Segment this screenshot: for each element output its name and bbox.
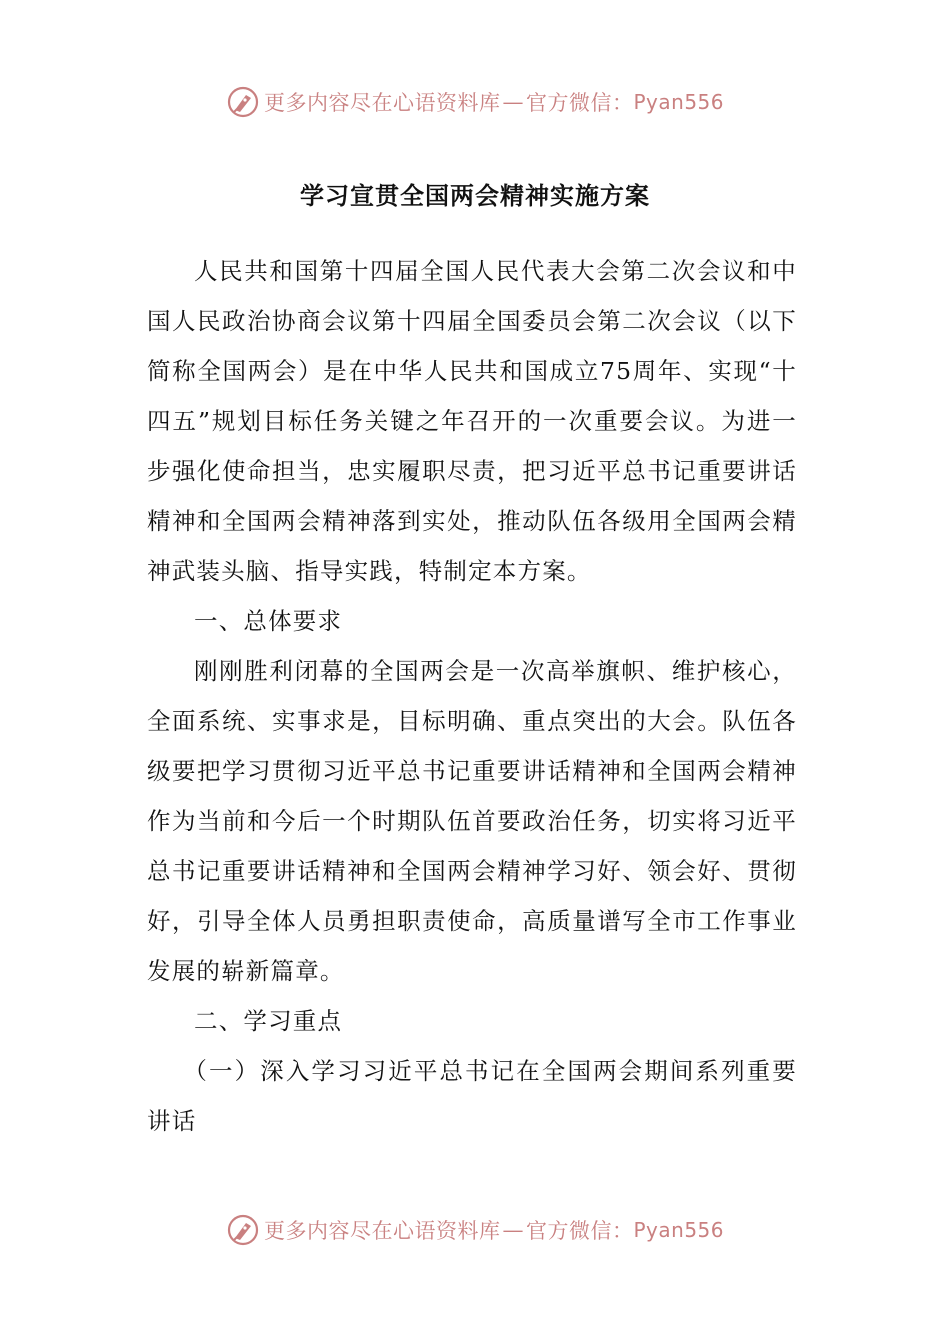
section-heading-overall-requirements: 一、总体要求 [194,607,343,635]
watermark-wechat-id: Pyan556 [633,90,724,114]
watermark-text: 更多内容尽在心语资料库 [263,1219,501,1243]
pen-nib-logo-icon [226,1213,260,1247]
paragraph-intro: 人民共和国第十四届全国人民代表大会第二次会议和中国人民政治协商会议第十四届全国委员会第二次会议（以下简称全国两会）是在中华人民共和国成立75周年、实现“十四五”规划目标任务关键之年召开的一次重要会议。为进一步强化使命担当，忠实履职尽责，把习近平总书记重要讲话精神和全国两会精神落到实处，推动队伍各级用全国两会精神武装头脑、指导实践，特制定本方案。 [147,257,797,585]
watermark-text: 更多内容尽在心语资料库 [263,91,501,115]
document-body [147,246,797,1146]
watermark-wechat-label: 官方微信： [525,1219,634,1243]
document-title: 学习宣贯全国两会精神实施方案 [300,182,650,210]
subsection-heading-1: （一）深入学习习近平总书记在全国两会期间系列重要讲话 [147,1057,797,1135]
pen-nib-logo-icon [226,85,260,119]
paragraph-overall-requirements: 刚刚胜利闭幕的全国两会是一次高举旗帜、维护核心，全面系统、实事求是，目标明确、重点突出的大会。队伍各级要把学习贯彻习近平总书记重要讲话精神和全国两会精神作为当前和今后一个时期队伍首要政治任务，切实将习近平总书记重要讲话精神和全国两会精神学习好、领会好、贯彻好，引导全体人员勇担职责使命，高质量谱写全市工作事业发展的崭新篇章。 [147,657,797,985]
watermark-dash: — [502,1218,524,1242]
section-heading-study-focus: 二、学习重点 [194,1007,343,1035]
watermark-wechat-label: 官方微信： [525,91,634,115]
watermark-header [0,82,950,122]
watermark-wechat-id: Pyan556 [633,1218,724,1242]
watermark-footer [0,1210,950,1250]
watermark-dash: — [502,90,524,114]
